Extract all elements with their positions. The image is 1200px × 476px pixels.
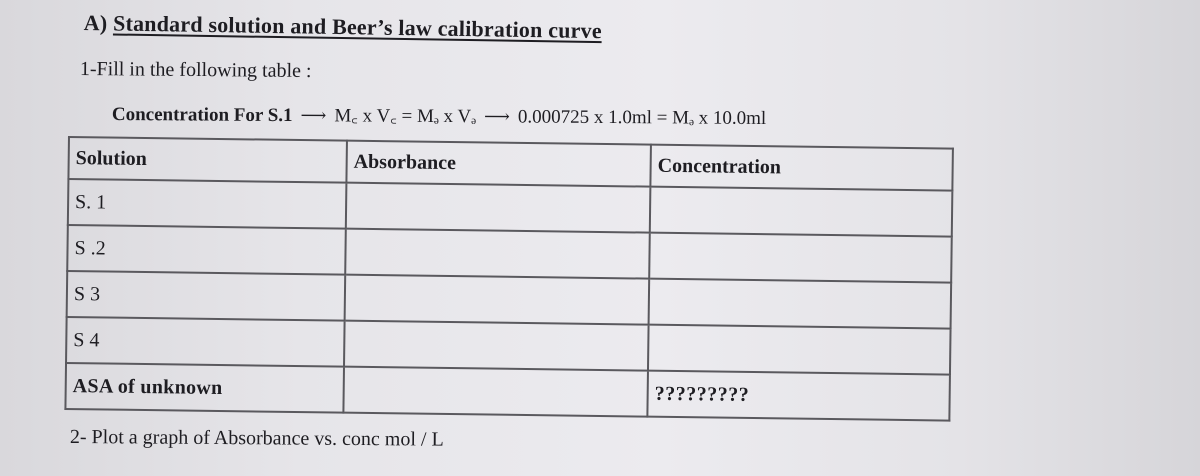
section-prefix: A): [83, 10, 114, 36]
solution-cell: S .2: [67, 225, 346, 275]
solution-cell: S. 1: [68, 179, 347, 229]
concentration-cell[interactable]: [649, 279, 952, 329]
dilution-calculation: 0.000725 x 1.0ml = Mₔ x 10.0ml: [517, 106, 767, 129]
absorbance-cell[interactable]: [345, 275, 650, 325]
solution-cell: S 4: [66, 317, 345, 367]
right-arrow-icon: ⟶: [483, 106, 510, 127]
results-table-wrapper: [64, 136, 948, 421]
concentration-cell[interactable]: [648, 325, 951, 375]
header-absorbance: Absorbance: [346, 141, 651, 187]
solution-cell: S 3: [67, 271, 346, 321]
absorbance-cell[interactable]: [343, 367, 648, 417]
concentration-cell[interactable]: [650, 187, 953, 237]
concentration-cell[interactable]: [649, 233, 952, 283]
header-solution: Solution: [68, 137, 347, 183]
results-table: [64, 136, 954, 422]
absorbance-cell[interactable]: [344, 321, 649, 371]
header-concentration: Concentration: [650, 145, 953, 191]
dilution-equation: M꜀ x V꜀ = Mₔ x Vₔ: [334, 105, 477, 128]
dilution-formula-line: [112, 100, 766, 130]
formula-label: Concentration For S.1: [111, 103, 293, 127]
concentration-cell[interactable]: ?????????: [647, 371, 950, 421]
plot-instruction: 2- Plot a graph of Absorbance vs. conc mol / L: [69, 426, 444, 451]
section-heading: [84, 10, 602, 44]
solution-cell: ASA of unknown: [65, 363, 344, 413]
absorbance-cell[interactable]: [345, 229, 650, 279]
instruction-text: 1-Fill in the following table :: [79, 58, 312, 83]
right-arrow-icon: ⟶: [300, 105, 327, 126]
section-title: Standard solution and Beer’s law calibration curve: [112, 10, 602, 44]
absorbance-cell[interactable]: [346, 183, 651, 233]
